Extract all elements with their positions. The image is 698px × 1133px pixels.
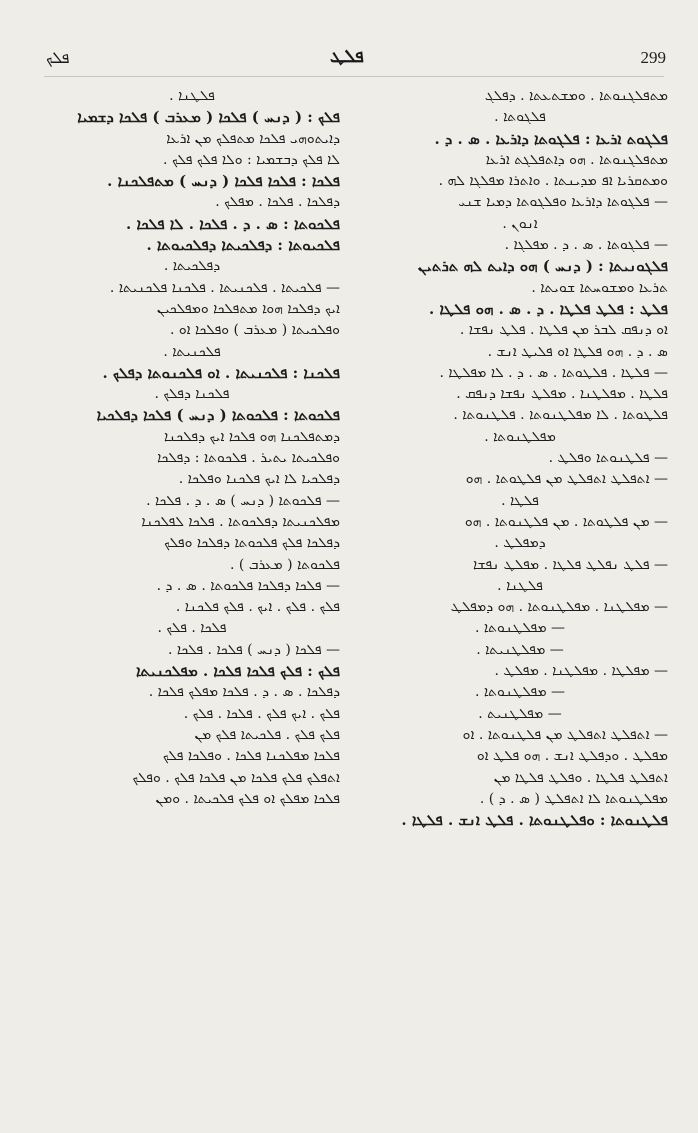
entry-text-line: ܦܠܟ . ܐܝܟ ܦܠܟ . ܦܠܟܐ . ܦܠܟ . bbox=[183, 705, 340, 722]
entry-text-line: ܐܬܦܠܛ ܦܠܛܐ . ܘܦܠܛ ܦܠܛܐ ܡܢ bbox=[493, 769, 668, 786]
left-column bbox=[44, 86, 340, 810]
entry-text-line: — ܦܠܓܘܬܐ ܕܐܪܥܐ ܘܦܠܓܘܬܐ ܕܡܝܐ ܫܢܝ bbox=[458, 194, 668, 211]
entry-text-line: ܘܦܠܟܝܬܐ ( ܡܥܪܒ ) ܘܦܠܟܐ ܐܘ . bbox=[169, 322, 340, 339]
entry-text-line: ܦܠܟ ܦܠܟ . ܦܠܟܝܬܐ ܦܠܟ ܡܢ bbox=[194, 726, 340, 743]
entry-text-line: ܡܬܦܠܓܢܘܬܐ . ܘܡܫܬܥܬܐ . ܕܦܠܓ bbox=[484, 88, 668, 104]
entry-text-line: ܠܐ ܦܠܟ ܕܒܫܡܝܐ : ܘܠܐ ܦܠܟ ܦܠܟ . bbox=[163, 151, 340, 168]
entry-text-line: ܕܡܦܠܛ . bbox=[494, 535, 546, 552]
running-head: ܦܠܛ bbox=[330, 46, 364, 67]
right-column bbox=[372, 86, 668, 831]
entry-text-line: ܕܦܠܟܝܐ ܠܐ ܐܝܟ ܦܠܟܢܐ ܘܦܠܟܐ . bbox=[178, 471, 340, 488]
entry-text-line: ܦܠܟܘܬܐ ( ܡܥܪܒ ) . bbox=[230, 556, 340, 573]
entry-headword-line: ܦܠܓܘܢܝܬܐ : ( ܕܢܚ ) ܗܘ ܕܐܝܬ ܠܗ ܬܪܬܝܢ bbox=[418, 257, 668, 276]
entry-headword-line: ܦܠܟܘܬܐ : ܦܠܟܘܬܐ ( ܕܢܚ ) ܦܠܟܐ ܕܦܠܟܝܐ bbox=[96, 406, 340, 425]
entry-text-line: — ܡܦܠܛܢܝܬ . bbox=[478, 705, 562, 722]
entry-text-line: — ܡܦܠܛܐ . ܡܦܠܛܢܐ . ܡܦܠܛ . bbox=[494, 663, 668, 680]
entry-text-line: ܐܘ ܕܢܦܩ ܠܒܪ ܡܢ ܦܠܛܐ . ܦܠܛ ܢܦܫܐ . bbox=[459, 322, 668, 339]
entry-text-line: — ܡܦܠܛܢܘܬܐ . bbox=[474, 620, 566, 637]
entry-text-line: ܦܠܟܐ ܡܦܠܟܢܐ ܦܠܟܐ . ܘܦܠܟܐ ܦܠܟ bbox=[162, 748, 340, 765]
entry-text-line: ܕܡܬܦܠܟܢܐ ܗܘ ܦܠܟܐ ܐܝܟ ܕܦܠܟܢܐ bbox=[163, 428, 340, 445]
entry-text-line: ܐܝܟ ܕܦܠܟܐ ܗܘܐ ܡܬܦܠܟܐ ܘܡܦܠܟܝܢ bbox=[156, 300, 340, 317]
entry-text-line: — ܦܠܓܘܬܐ . ܣ . ܕ . ܡܦܠܓܐ . bbox=[504, 237, 668, 254]
entry-text-line: — ܡܦܠܛܢܘܬܐ . bbox=[474, 684, 566, 701]
entry-text-line: — ܐܬܦܠܛ ܐܬܦܠܛ ܡܢ ܦܠܛܢܘܬܐ . ܐܘ bbox=[462, 726, 668, 743]
entry-headword-line: ܦܠܓܘܬ ܐܪܥܐ : ܦܠܓܘܬܐ ܕܐܪܥܐ . ܣ . ܕ . bbox=[434, 129, 668, 148]
entry-text-line: — ܐܬܦܠܛ ܐܬܦܠܛ ܡܢ ܦܠܛܘܬܐ . ܗܘ bbox=[465, 471, 668, 488]
entry-text-line: ܦܠܛܐ . ܡܦܠܛܢܐ . ܡܦܠܛ ܢܦܫܐ ܕܢܦܩ . bbox=[456, 386, 668, 403]
entry-text-line: ܦܠܟܢܝܬܐ . bbox=[163, 343, 221, 360]
entry-text-line: ܡܦܠܛܢܘܬܐ . bbox=[484, 428, 556, 445]
entry-headword-line: ܦܠܟܘܬܐ : ܣ . ܕ . ܦܠܟܐ . ܠܐ ܦܠܟܐ . bbox=[126, 214, 340, 233]
entry-text-line: — ܦܠܟܐ ( ܕܢܚ ) ܦܠܟܐ . ܦܠܟܐ . bbox=[167, 641, 340, 658]
entry-text-line: ܘܡܬܩܪܝܐ ܐܦ ܡܕܝܢܬܐ . ܘܐܬܪܐ ܡܦܠܓܐ ܠܗ . bbox=[438, 173, 668, 190]
entry-text-line: — ܦܠܟܝܬܐ . ܦܠܟܢܝܬܐ . ܦܠܟܢܐ ܦܠܟܢܝܬܐ . bbox=[109, 279, 340, 296]
entry-text-line: ܦܠܟ . ܦܠܟ . ܐܝܟ . ܦܠܟ ܦܠܟܢܐ . bbox=[175, 599, 340, 616]
entry-text-line: ܐܬܦܠܟ ܦܠܟ ܦܠܟܐ ܡܢ ܦܠܟܐ ܦܠܟ . ܘܦܠܟ bbox=[132, 769, 340, 786]
entry-text-line: ܦܠܓܘܬܐ . bbox=[494, 109, 546, 126]
entry-headword-line: ܦܠܟܢܐ : ܦܠܟܢܝܬܐ . ܐܘ ܦܠܟܢܘܬܐ ܕܦܠܟ . bbox=[102, 363, 340, 382]
entry-text-line: — ܦܠܟܐ ܕܦܠܟܐ ܦܠܟܘܬܐ . ܣ . ܕ . bbox=[156, 577, 340, 594]
entry-text-line: ܡܦܠܛ . ܘܕܦܠܛ ܐܢܫ . ܗܘ ܦܠܛ ܐܘ bbox=[476, 748, 668, 765]
entry-text-line: — ܦܠܟܘܬܐ ( ܕܢܚ ) ܣ . ܕ . ܦܠܟܐ . bbox=[146, 492, 340, 509]
entry-text-line: ܡܦܠܛܢܘܬܐ ܠܐ ܐܬܦܠܛ ( ܣ . ܕ ) . bbox=[479, 790, 668, 807]
entry-text-line: ܦܠܟܐ ܡܦܠܟ ܐܘ ܦܠܟ ܦܠܟܝܬܐ . ܘܡܢ bbox=[155, 790, 340, 807]
entry-text-line: ܕܦܠܟܝܬܐ . bbox=[163, 258, 221, 275]
entry-headword-line: ܦܠܛ : ܦܠܛ ܦܠܛܐ . ܕ . ܣ . ܗܘ ܦܠܛܐ . bbox=[429, 299, 668, 318]
entry-text-line: ܕܦܠܟܐ . ܦܠܟܐ . ܡܦܠܟ . bbox=[215, 194, 340, 211]
entry-text-line: — ܦܠܛܐ . ܦܠܛܘܬܐ . ܣ . ܕ . ܠܐ ܡܦܠܛܐ . bbox=[439, 364, 668, 381]
entry-text-line: — ܦܠܛ ܢܦܠܛ ܦܠܛܐ . ܡܦܠܛ ܢܦܫܐ bbox=[473, 556, 668, 573]
entry-text-line: ܡܬܦܠܓܢܘܬܐ . ܗܘ ܕܐܬܦܠܓܬ ܐܪܥܐ bbox=[485, 151, 668, 168]
entry-text-line: ܦܠܟܢܐ ܕܦܠܟ . bbox=[154, 386, 230, 403]
entry-headword-line: ܦܠܟܐ : ܦܠܟܐ ܦܠܟܐ ( ܕܢܚ ) ܡܬܦܠܟܢܐ . bbox=[107, 172, 340, 191]
entry-text-line: ܣ . ܕ . ܗܘ ܦܠܛܐ ܐܘ ܦܠܝܛ ܐܢܫ . bbox=[487, 343, 668, 360]
entry-text-line: ܕܦܠܟܐ ܦܠܟ ܦܠܟܘܬܐ ܕܦܠܟܐ ܘܦܠܟ bbox=[164, 535, 340, 552]
running-head-left: ܦܠܟ bbox=[46, 48, 70, 67]
entry-text-line: ܕܦܠܟܐ . ܣ . ܕ . ܦܠܟܐ ܡܦܠܟ ܦܠܟܐ . bbox=[148, 684, 340, 701]
entry-headword-line: ܦܠܟܝܘܬܐ : ܕܦܠܟܝܬܐ ܕܦܠܟܝܘܬܐ . bbox=[146, 236, 340, 255]
entry-text-line: ܡܦܠܟܢܝܬܐ ܕܦܠܟܘܬܐ . ܦܠܟܐ ܠܦܠܟܢܐ bbox=[141, 513, 340, 530]
entry-text-line: ܕܐܝܬܘܗܝ ܦܠܟܐ ܡܬܦܠܟ ܡܢ ܐܪܥܐ bbox=[166, 130, 340, 147]
entry-text-line: — ܡܦܠܛܢܝܬܐ . bbox=[476, 641, 564, 658]
entry-headword-line: ܦܠܟ : ܦܠܟ ܦܠܟܐ ܦܠܟܐ . ܡܦܠܟܢܝܬܐ bbox=[135, 662, 340, 681]
entry-text-line: ܦܠܛܢܐ . bbox=[497, 577, 543, 594]
entry-text-line: — ܦܠܛܢܘܬܐ ܘܦܠܛ . bbox=[548, 450, 668, 467]
entry-headword-line: ܦܠܛܢܘܬܐ : ܘܦܠܛܢܘܬܐ . ܦܠܛ ܐܢܫ . ܦܠܛܐ . bbox=[401, 811, 668, 830]
header-rule bbox=[44, 76, 664, 77]
entry-text-line: ܦܠܟܐ . ܦܠܟ . bbox=[157, 620, 227, 637]
entry-text-line: — ܡܢ ܦܠܛܘܬܐ . ܡܢ ܦܠܛܢܘܬܐ . ܗܘ bbox=[464, 513, 668, 530]
entry-text-line: ܬܪܥܐ ܘܡܫܘܚܬܐ ܫܘܝܬܐ . bbox=[531, 279, 668, 296]
entry-text-line: ܦܠܛܢܐ . bbox=[169, 88, 215, 104]
entry-text-line: — ܡܦܠܛܢܐ . ܡܦܠܛܢܘܬܐ . ܗܘ ܕܡܦܠܛ bbox=[450, 599, 668, 616]
entry-text-line: ܐܢܘܢ . bbox=[502, 215, 538, 232]
page-number: 299 bbox=[640, 48, 666, 67]
entry-text-line: ܘܦܠܟܝܬܐ ܝܬܝܪ . ܦܠܟܘܬܐ : ܕܦܠܟܐ bbox=[157, 450, 340, 467]
entry-text-line: ܦܠܛܘܬܐ . ܠܐ ܡܦܠܛܢܘܬܐ . ܦܠܛܢܘܬܐ . bbox=[453, 407, 668, 424]
entry-headword-line: ܦܠܟ : ( ܕܢܚ ) ܦܠܟܐ ( ܡܥܪܒ ) ܦܠܟܐ ܕܫܡܝܐ bbox=[77, 108, 340, 127]
entry-text-line: ܦܠܛܐ . bbox=[501, 492, 539, 509]
